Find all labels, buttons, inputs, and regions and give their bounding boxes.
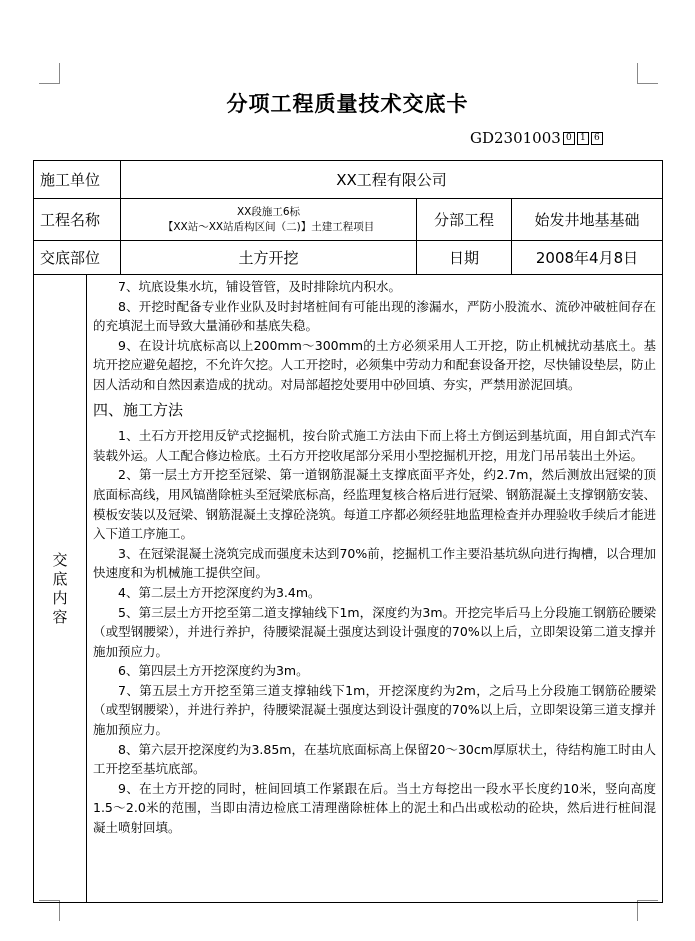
division-label: 分部工程 — [417, 199, 512, 241]
method-7: 7、第五层土方开挖至第三道支撑轴线下1m，开挖深度约为2m，之后马上分段施工钢筋砼腰梁（或型钢腰梁），并进行养护，待腰梁混凝土强度达到设计强度的70%以上后，立即架设第三道支撑并施加预应力。 — [93, 682, 657, 738]
method-2: 2、第一层土方开挖至冠梁、第一道钢筋混凝土支撑底面平齐处，约2.7m，然后测放出冠梁的顶底面标高线，用风镐凿除桩头至冠梁底标高，经监理复核合格后进行冠梁、钢筋混凝土支撑钢筋安装、模板安装以及冠梁、钢筋混凝土支撑砼浇筑。每道工序都必须经驻地监理检查并办理验收手续后才能进入下道工序施工。 — [93, 467, 657, 542]
document-code-text: GD2301003 — [470, 129, 561, 147]
method-6: 6、第四层土方开挖深度约为3m。 — [118, 663, 309, 679]
division-value: 始发井地基基础 — [512, 199, 663, 241]
code-box-3: 6 — [591, 132, 603, 145]
method-5: 5、第三层土方开挖至第二道支撑轴线下1m，深度约为3m。开挖完毕后马上分段施工钢筋砼腰梁（或型钢腰梁），并进行养护，待腰梁混凝土强度达到设计强度的70%以上后，立即架设第二道支撑并施加预应力。 — [93, 604, 657, 659]
content-side-cell — [34, 275, 87, 903]
project-label: 工程名称 — [34, 199, 121, 241]
unit-value: XX工程有限公司 — [121, 161, 663, 199]
part-value: 土方开挖 — [121, 241, 417, 275]
method-8: 8、第六层开挖深度约为3.85m，在基坑底面标高上保留20～30cm厚原状土，待结构施工时由人工开挖至基坑底部。 — [93, 741, 657, 777]
part-label: 交底部位 — [34, 241, 121, 275]
method-3: 3、在冠梁混凝土浇筑完成而强度未达到70%前，挖掘机工作主要沿基坑纵向进行掏槽，以合理加快速度和为机械施工提供空间。 — [93, 545, 657, 581]
crop-mark-bottom-right — [637, 900, 658, 921]
paragraph-8: 8、开挖时配备专业作业队及时封堵桩间有可能出现的渗漏水，严防小股流水、流砂冲破桩间存在的充填泥土而导致大量涌砂和基底失稳。 — [93, 298, 657, 334]
crop-mark-top-right — [637, 63, 658, 84]
section-heading: 四、施工方法 — [93, 400, 184, 419]
document-title: 分项工程质量技术交底卡 — [226, 91, 469, 116]
project-line-2: 【XX站～XX站盾构区间（二)】土建工程项目 — [162, 220, 375, 233]
method-1: 1、土石方开挖用反铲式挖掘机，按台阶式施工方法由下而上将土方倒运到基坑面，用自卸式汽车装载外运。人工配合修边检底。土石方开挖收尾部分采用小型挖掘机开挖，用龙门吊吊装出土外运。 — [93, 428, 657, 463]
crop-mark-top-left — [39, 63, 60, 84]
content-body — [87, 275, 663, 903]
project-line-1: XX段施工6标 — [236, 205, 301, 218]
code-box-1: 0 — [563, 132, 575, 145]
paragraph-7: 7、坑底设集水坑，铺设管管，及时排除坑内积水。 — [118, 279, 401, 294]
code-box-2: 1 — [577, 132, 589, 145]
date-label: 日期 — [417, 241, 512, 275]
method-4: 4、第二层土方开挖深度约为3.4m。 — [118, 584, 321, 600]
date-value: 2008年4月8日 — [512, 241, 663, 275]
paragraph-9: 9、在设计坑底标高以上200mm～300mm的土方必须采用人工开挖，防止机械扰动基底土。基坑开挖应避免超挖，不允许欠挖。人工开挖时，必须集中劳动力和配套设备开挖，尽快铺设垫层，防止因人活动和自然因素造成的扰动。对局部超挖处要用中砂回填、夯实，严禁用淤泥回填。 — [93, 337, 657, 392]
unit-label: 施工单位 — [34, 161, 121, 199]
disclosure-table — [33, 160, 663, 903]
document-code — [470, 129, 603, 147]
method-9: 9、在土方开挖的同时，桩间回填工作紧跟在后。当土方每挖出一段水平长度约10米，竖向高度1.5～2.0米的范围，当即由清边检底工清理凿除桩体上的泥土和凸出或松动的砼块，然后进行桩间混凝土喷射回填。 — [93, 780, 657, 836]
content-side-label: 交底内容 — [52, 550, 68, 626]
project-value — [121, 199, 417, 241]
crop-mark-bottom-left — [39, 900, 60, 921]
